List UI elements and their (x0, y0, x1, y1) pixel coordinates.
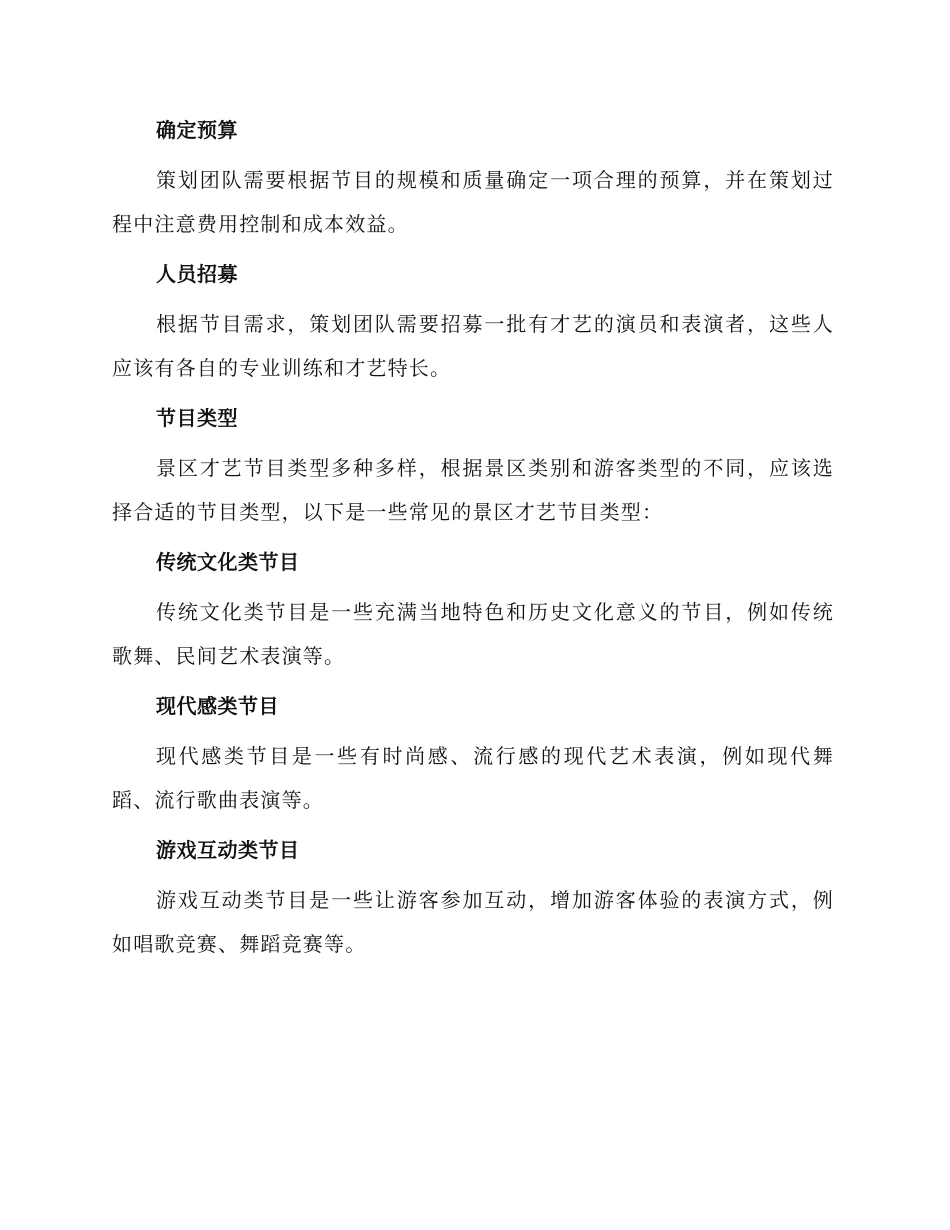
document-page (112, 108, 834, 972)
section-modern (112, 684, 834, 822)
section-heading: 现代感类节目 (156, 694, 279, 718)
section-heading: 传统文化类节目 (156, 550, 300, 574)
section-paragraph: 传统文化类节目是一些充满当地特色和历史文化意义的节目，例如传统歌舞、民间艺术表演等。 (112, 600, 834, 668)
section-program-types (112, 396, 834, 534)
section-heading: 游戏互动类节目 (156, 838, 300, 862)
section-paragraph: 策划团队需要根据节目的规模和质量确定一项合理的预算，并在策划过程中注意费用控制和成本效益。 (112, 168, 834, 236)
section-paragraph: 游戏互动类节目是一些让游客参加互动，增加游客体验的表演方式，例如唱歌竞赛、舞蹈竞赛等。 (112, 888, 834, 956)
section-paragraph: 景区才艺节目类型多种多样，根据景区类别和游客类型的不同，应该选择合适的节目类型，以下是一些常见的景区才艺节目类型： (112, 456, 834, 524)
section-recruitment (112, 252, 834, 390)
section-heading: 节目类型 (156, 406, 238, 430)
section-heading: 确定预算 (156, 118, 238, 142)
section-paragraph: 现代感类节目是一些有时尚感、流行感的现代艺术表演，例如现代舞蹈、流行歌曲表演等。 (112, 744, 834, 812)
section-budget (112, 108, 834, 246)
section-heading: 人员招募 (156, 262, 238, 286)
section-traditional-culture (112, 540, 834, 678)
section-paragraph: 根据节目需求，策划团队需要招募一批有才艺的演员和表演者，这些人应该有各自的专业训练和才艺特长。 (112, 312, 834, 380)
section-interactive-games (112, 828, 834, 966)
